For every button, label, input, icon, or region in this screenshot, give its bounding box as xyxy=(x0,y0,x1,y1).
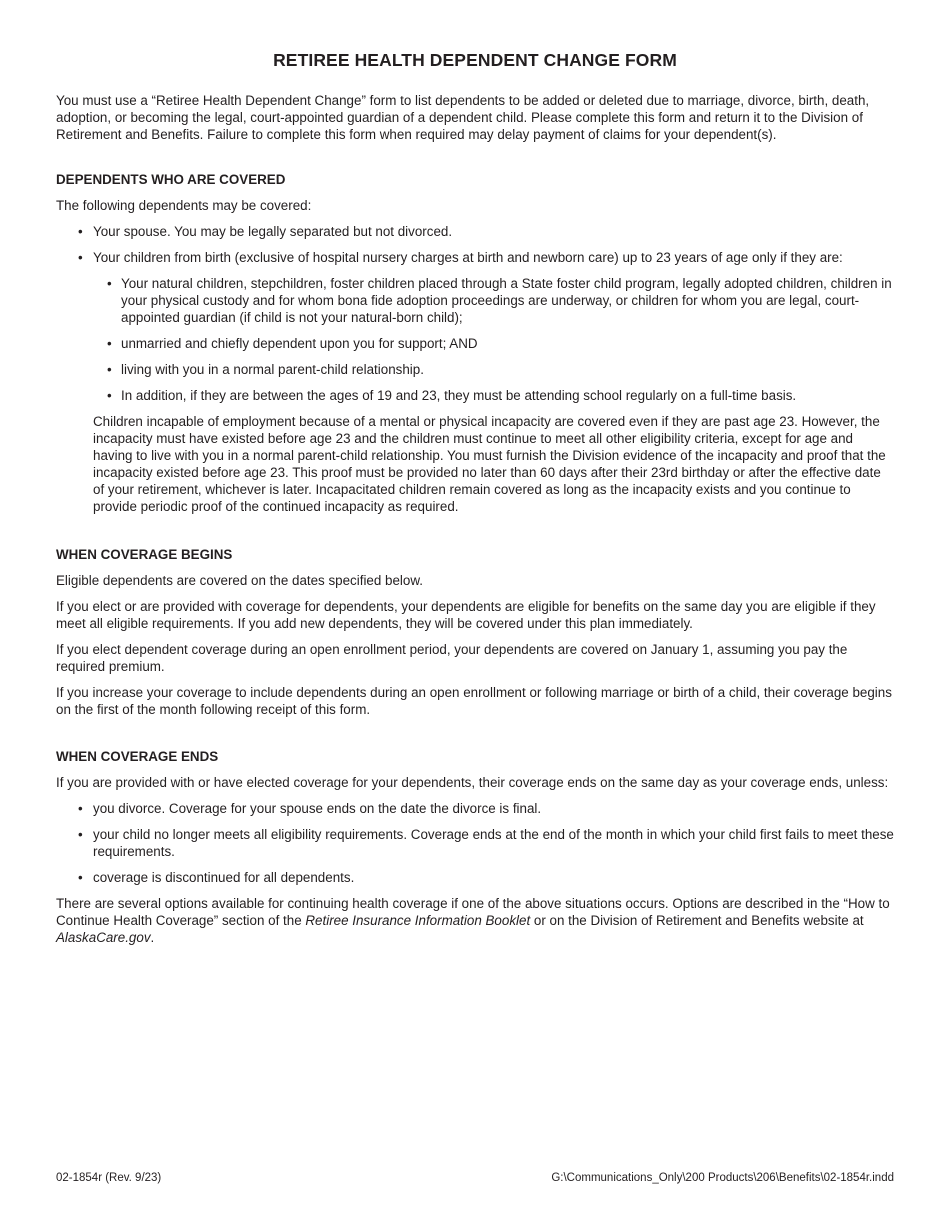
paragraph: If you elect dependent coverage during an open enrollment period, your dependents are covered on January 1, assuming you pay the required premium. xyxy=(56,642,848,674)
paragraph: If you increase your coverage to include dependents during an open enrollment or following marriage or birth of a child, their coverage begins on the first of the month following receipt of this form. xyxy=(56,685,892,717)
section-heading: WHEN COVERAGE BEGINS xyxy=(56,547,233,562)
incapacity-paragraph: Children incapable of employment because of a mental or physical incapacity are covered even if they are past age 23. However, the incapacity must have existed before age 23 and the children must continue to meet all other eligibility criteria, except for age and having to live with you in a normal parent-child relationship. You must furnish the Division evidence of the incapacity and proof that the incapacity existed before age 23. This proof must be provided no later than 60 days after their 23rd birthday or after the effective date of your retirement, whichever is later. Incapacitated children remain covered as long as the incapacity exists and you continue to provide periodic proof of the continued incapacity as required. xyxy=(93,414,886,514)
list-item: • you divorce. Coverage for your spouse ends on the date the divorce is final. xyxy=(56,800,894,817)
section-dependents-covered xyxy=(56,171,894,524)
dependents-list xyxy=(56,223,894,404)
coverage-ends-list xyxy=(56,800,894,886)
intro-paragraph: You must use a “Retiree Health Dependent Change” form to list dependents to be added or deleted due to marriage, divorce, birth, death, adoption, or becoming the legal, court-appointed guardian of a dependent child. Please complete this form and return it to the Division of Retirement and Benefits. Failure to complete this form when required may delay payment of claims for your dependent(s). xyxy=(56,93,870,142)
section-heading: WHEN COVERAGE ENDS xyxy=(56,749,219,764)
list-item: • Your children from birth (exclusive of hospital nursery charges at birth and newborn care) up to 23 years of age only if they are: • Your natural children, stepchildren, foster children placed through a State foster child program, legally adopted children, children in your physical custody and for whom bona fide adoption proceedings are underway, or children for whom you are legal, court-appointed guardian (if child is not your natural-born child); • unmarried and chiefly dependent upon you for support; AND • living with you in a normal parent-child relationship. • In addition, if they are between the ages of 19 and 23, they must be attending school regularly on a full-time basis. xyxy=(56,249,894,404)
list-item: • In addition, if they are between the ages of 19 and 23, they must be attending school regularly on a full-time basis. xyxy=(93,387,894,404)
list-item: • your child no longer meets all eligibility requirements. Coverage ends at the end of the month in which your child first fails to meet these requirements. xyxy=(56,826,894,860)
form-number: 02-1854r (Rev. 9/23) xyxy=(56,1172,162,1184)
list-item: • Your spouse. You may be legally separated but not divorced. xyxy=(56,223,894,240)
list-item: • coverage is discontinued for all dependents. xyxy=(56,869,894,886)
section-coverage-ends xyxy=(56,748,894,955)
closing-paragraph: There are several options available for continuing health coverage if one of the above situations occurs. Options are described in the “How to Continue Health Coverage” section of the Retiree Insurance Information Booklet or on the Division of Retirement and Benefits website at AlaskaCare.gov. xyxy=(56,896,890,945)
paragraph: If you elect or are provided with coverage for dependents, your dependents are eligible for benefits on the same day you are eligible if they meet all eligible requirements. If you add new dependents, they will be covered under this plan immediately. xyxy=(56,599,876,631)
child-criteria-list xyxy=(93,275,894,404)
section-lead: If you are provided with or have elected coverage for your dependents, their coverage ends on the same day as your coverage ends, unless: xyxy=(56,775,889,790)
website-link[interactable]: AlaskaCare.gov xyxy=(56,930,151,945)
section-lead: The following dependents may be covered: xyxy=(56,198,312,213)
file-path: G:\Communications_Only\200 Products\206\Benefits\02-1854r.indd xyxy=(551,1172,894,1184)
section-coverage-begins xyxy=(56,546,894,727)
page-title: RETIREE HEALTH DEPENDENT CHANGE FORM xyxy=(273,50,677,70)
list-item: • unmarried and chiefly dependent upon you for support; AND xyxy=(93,335,894,352)
list-item: • living with you in a normal parent-child relationship. xyxy=(93,361,894,378)
list-item: • Your natural children, stepchildren, foster children placed through a State foster child program, legally adopted children, children in your physical custody and for whom bona fide adoption proceedings are underway, or children for whom you are legal, court-appointed guardian (if child is not your natural-born child); xyxy=(93,275,894,326)
paragraph: Eligible dependents are covered on the dates specified below. xyxy=(56,573,424,588)
booklet-title: Retiree Insurance Information Booklet xyxy=(305,913,531,928)
section-heading: DEPENDENTS WHO ARE COVERED xyxy=(56,172,286,187)
